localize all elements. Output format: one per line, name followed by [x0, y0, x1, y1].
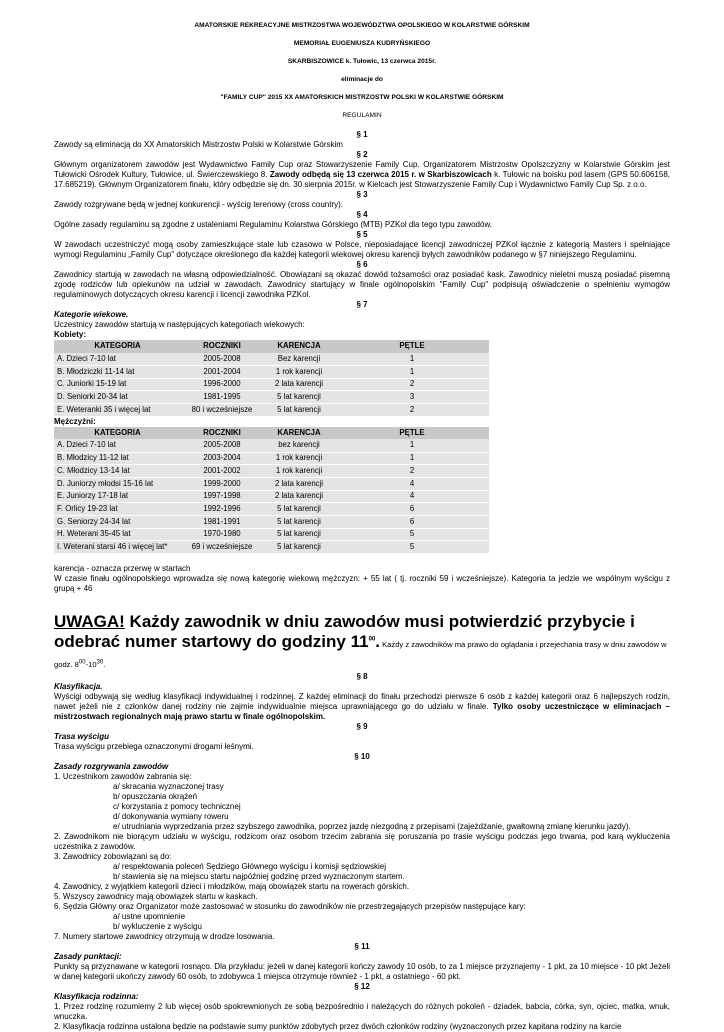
table-cell: 1 rok karencji	[263, 465, 335, 478]
women-table-row	[54, 403, 489, 416]
table-cell: 1	[335, 365, 489, 378]
column-header: ROCZNIKI	[181, 427, 263, 440]
table-cell: D. Juniorzy młodsi 15-16 lat	[54, 477, 181, 490]
men-label: Mężczyźni:	[54, 416, 96, 426]
column-header: KATEGORIA	[54, 340, 181, 353]
table-cell: A. Dzieci 7-10 lat	[54, 439, 181, 452]
table-cell: 1 rok karencji	[263, 452, 335, 465]
table-cell: 5	[335, 528, 489, 541]
women-table-row	[54, 391, 489, 404]
section-10-label: § 10	[354, 752, 370, 761]
table-cell: 5 lat karencji	[263, 503, 335, 516]
section-3-text: Zawody rozgrywane będą w jednej konkurencji - wyścig terenowy (cross country).	[54, 200, 344, 209]
rule-5: 5. Wszyscy zawodnicy mają obowiązek startu w kaskach.	[54, 892, 258, 901]
table-cell: C. Juniorki 15-19 lat	[54, 378, 181, 391]
table-cell: 5	[335, 541, 489, 554]
section-10-heading: Zasady rozgrywania zawodów	[54, 762, 169, 771]
table-cell: 1	[335, 353, 489, 366]
section-6-text: Zawodnicy startują w zawodach na własną odpowiedzialność. Obowiązani są okazać dowód tożsamości oraz posiadać kask. Zawodnicy nieletni muszą posiadać pisemną zgodę rodziców lub opiekunów na udział w zawodach. Zawodnicy startujący w finale ogólnopolskim "Family Cup" podpisują oświadczenie o spełnieniu wymogów regulaminowych dotyczących okresu karencji i licencji zawodnika PZKol.	[54, 270, 670, 299]
rule-1-item: a/ skracania wyznaczonej trasy	[113, 782, 224, 791]
table-cell: G. Seniorzy 24-34 lat	[54, 515, 181, 528]
rule-1-item: c/ korzystania z pomocy technicznej	[113, 802, 241, 811]
table-cell: 1981-1995	[181, 391, 263, 404]
table-cell: 69 i wcześniejsze	[181, 541, 263, 554]
table-cell: 5 lat karencji	[263, 515, 335, 528]
rule-3-item: b/ stawienia się na miejscu startu najpóźniej godzinę przed wyznaczonym startem.	[113, 872, 405, 881]
section-3-label: § 3	[356, 190, 368, 199]
table-cell: 5 lat karencji	[263, 541, 335, 554]
rule-2: 2. Zawodnikom nie biorącym udziału w wyścigu, rodzicom oraz osobom trzecim zabrania się poruszania po trasie wyścigu podczas jego trwania, pod karą wykluczenia uczestnika z zawodów.	[54, 832, 670, 851]
rule-6: 6. Sędzia Główny oraz Organizator może zastosować w stosunku do zawodników nie przestrzegających przepisów następujące kary:	[54, 902, 526, 911]
table-cell: 1992-1996	[181, 503, 263, 516]
table-cell: 4	[335, 490, 489, 503]
table-cell: I. Weterani starsi 46 i więcej lat*	[54, 541, 181, 554]
section-5-text: W zawodach uczestniczyć mogą osoby zamieszkujące stale lub czasowo w Polsce, nieposiadające licencji zawodniczej PZKol łącznie z kategorią Masters i spełniające wymogi Regulaminu „Family Cup" dotyczące określonego dla każdej kategorii wiekowej okresu karencji byłych zawodników podanego w §7 niniejszego Regulaminu.	[54, 240, 670, 259]
section-5-label: § 5	[356, 230, 368, 239]
men-table-row	[54, 515, 489, 528]
rule-1-item: e/ utrudniania wyprzedzania przez szybszego zawodnika, poprzez jazdę niezgodną z przepisami (zajeżdżanie, gwałtowną zmianę kierunku jazdy).	[113, 822, 631, 831]
table-cell: C. Młodzicy 13-14 lat	[54, 465, 181, 478]
section-8-label: § 8	[356, 672, 368, 681]
table-cell: A. Dzieci 7-10 lat	[54, 353, 181, 366]
table-cell: 2	[335, 403, 489, 416]
section-1-label: § 1	[356, 130, 368, 139]
family-rule-1: 1. Przez rodzinę rozumiemy 2 lub więcej osób spokrewnionych ze sobą bezpośrednio i należących do różnych pokoleń - dziadek, babcia, córka, syn, ojciec, matka, wnuk, wnuczka.	[54, 1002, 670, 1021]
men-categories-table	[54, 427, 489, 554]
section-7-heading: Kategorie wiekowe.	[54, 310, 129, 319]
table-cell: 2003-2004	[181, 452, 263, 465]
table-cell: 2005-2008	[181, 439, 263, 452]
table-cell: 1970-1980	[181, 528, 263, 541]
table-cell: 1	[335, 439, 489, 452]
rule-1-item: b/ opuszczania okrążeń	[113, 792, 198, 801]
section-2-label: § 2	[356, 150, 368, 159]
title-memorial: MEMORIAŁ EUGENIUSZA KUDRYŃSKIEGO	[293, 40, 431, 47]
section-4-text: Ogólne zasady regulaminu są zgodne z ustaleniami Regulaminu Kolarstwa Górskiego (MTB) PZKol dla tego typu zawodów.	[54, 220, 492, 229]
section-12-heading: Klasyfikacja rodzinna:	[54, 992, 139, 1001]
table-cell: D. Seniorki 20-34 lat	[54, 391, 181, 404]
section-7-note-karencja: karencja - oznacza przerwę w startach	[54, 564, 191, 573]
section-9-label: § 9	[356, 722, 368, 731]
table-cell: 5 lat karencji	[263, 528, 335, 541]
women-label: Kobiety:	[54, 330, 86, 339]
table-cell: 1	[335, 452, 489, 465]
table-cell: 2001-2004	[181, 365, 263, 378]
table-cell: bez karencji	[263, 439, 335, 452]
column-header: PĘTLE	[335, 340, 489, 353]
title-family-cup: "FAMILY CUP" 2015 XX AMATORSKICH MISTRZOSTW POLSKI W KOLARSTWIE GÓRSKIM	[220, 94, 504, 101]
table-cell: 1 rok karencji	[263, 365, 335, 378]
section-9-heading: Trasa wyścigu	[54, 732, 109, 741]
section-6-label: § 6	[356, 260, 368, 269]
title-place-date: SKARBISZOWICE k. Tułowic, 13 czerwca 2015r.	[287, 58, 437, 65]
rule-7: 7. Numery startowe zawodnicy otrzymują w drodze losowania.	[54, 932, 275, 941]
section-12-label: § 12	[354, 982, 370, 991]
table-cell: 5 lat karencji	[263, 391, 335, 404]
table-cell: E. Juniorzy 17-18 lat	[54, 490, 181, 503]
section-1-text: Zawody są eliminacją do XX Amatorskich Mistrzostw Polski w Kolarstwie Górskim	[54, 140, 343, 149]
section-8-heading: Klasyfikacja.	[54, 682, 103, 691]
table-cell: H. Weterani 35-45 lat	[54, 528, 181, 541]
table-cell: 6	[335, 503, 489, 516]
table-cell: F. Orlicy 19-23 lat	[54, 503, 181, 516]
rule-1: 1. Uczestnikom zawodów zabrania się:	[54, 772, 192, 781]
section-2-date: Zawody odbędą się 13 czerwca 2015 r. w Skarbiszowicach	[269, 170, 492, 179]
rule-1-item: d/ dokonywania wymiany roweru	[113, 812, 229, 821]
section-9-text: Trasa wyścigu przebiega oznaczonymi drogami leśnymi.	[54, 742, 254, 751]
section-8-text: Wyścigi odbywają się według klasyfikacji indywidualnej i rodzinnej. Z każdej eliminacji do finału przechodzi pierwsze 6 osób z każdej kategorii oraz 6 najlepszych rodzin, nawet jeżeli nie z członków danej rodziny nie zajmie indywidualnie miejsca uprawniającego go do udziału w finale. Tylko osoby uczestniczące w eliminacjach – mistrzostwach regionalnych mają prawo startu w finale ogólnopolskim.	[54, 692, 670, 721]
rule-6-item: a/ ustne upomnienie	[113, 912, 186, 921]
rule-4: 4. Zawodnicy, z wyjątkiem kategorii dzieci i młodzików, mają obowiązek startu na rowerach górskich.	[54, 882, 410, 891]
men-table-row	[54, 465, 489, 478]
table-cell: B. Młodziczki 11-14 lat	[54, 365, 181, 378]
table-cell: 1999-2000	[181, 477, 263, 490]
rule-3-item: a/ respektowania poleceń Sędziego Głównego wyścigu i komisji sędziowskiej	[113, 862, 387, 871]
uwaga-track-note: Każdy z zawodników ma prawo do oglądania i przejechania trasy w dniu zawodów w godz. $8^{00}-10^{30}$.	[54, 640, 667, 669]
section-11-text: Punkty są przyznawane w kategorii rosnąco. Dla przykładu: jeżeli w danej kategorii kończy zawody 10 osób, to za 1 miejsce przyznajemy - 1 pkt, za 10 miejsce - 10 pkt Jeżeli w danej kategorii ukończy zawody 60 osób, to zdobywca 1 miejsca otrzymuje również - 1 pkt, a ostatniego - 60 pkt.	[54, 962, 670, 981]
column-header: PĘTLE	[335, 427, 489, 440]
section-11-label: § 11	[354, 942, 370, 951]
column-header: KARENCJA	[263, 340, 335, 353]
table-cell: 2001-2002	[181, 465, 263, 478]
table-cell: 2	[335, 378, 489, 391]
men-table-row	[54, 503, 489, 516]
women-table-row	[54, 365, 489, 378]
section-4-label: § 4	[356, 210, 368, 219]
table-cell: 3	[335, 391, 489, 404]
men-table-header	[54, 427, 489, 440]
table-cell: 1981-1991	[181, 515, 263, 528]
women-table-row	[54, 378, 489, 391]
column-header: KARENCJA	[263, 427, 335, 440]
table-cell: 80 i wcześniejsze	[181, 403, 263, 416]
section-11-heading: Zasady punktacji:	[54, 952, 122, 961]
table-cell: 2 lata karencji	[263, 477, 335, 490]
table-cell: 4	[335, 477, 489, 490]
column-header: KATEGORIA	[54, 427, 181, 440]
men-table-row	[54, 477, 489, 490]
section-7-intro: Uczestnicy zawodów startują w następujących kategoriach wiekowych:	[54, 320, 305, 329]
rule-3: 3. Zawodnicy zobowiązani są do:	[54, 852, 172, 861]
family-rule-2: 2. Klasyfikacja rodzinna ustalona będzie na podstawie sumy punktów zdobytych przez dwóch członków rodziny (wyznaczonych przez kapitana rodziny na karcie	[54, 1022, 622, 1031]
table-cell: 6	[335, 515, 489, 528]
women-table-row	[54, 353, 489, 366]
women-categories-table	[54, 340, 489, 417]
uwaga-word: UWAGA!	[54, 612, 125, 631]
table-cell: Bez karencji	[263, 353, 335, 366]
title-eliminations: eliminacje do	[341, 76, 383, 83]
section-7-note-final: W czasie finału ogólnopolskiego wprowadza się nową kategorię wiekową mężczyzn: + 55 lat ( tj. roczniki 59 i wcześniejsze). Kategoria ta jedzie we wspólnym wyścigu z grupą + 46	[54, 574, 670, 593]
men-table-row	[54, 439, 489, 452]
table-cell: 2 lata karencji	[263, 490, 335, 503]
table-cell: E. Weteranki 35 i więcej lat	[54, 403, 181, 416]
title-championship: AMATORSKIE REKREACYJNE MISTRZOSTWA WOJEWÓDZTWA OPOLSKIEGO W KOLARSTWIE GÓRSKIM	[194, 22, 530, 29]
men-table-row	[54, 490, 489, 503]
section-7-label: § 7	[356, 300, 368, 309]
men-table-row	[54, 528, 489, 541]
column-header: ROCZNIKI	[181, 340, 263, 353]
table-cell: 2	[335, 465, 489, 478]
rule-6-item: b/ wykluczenie z wyścigu	[113, 922, 202, 931]
women-table-header	[54, 340, 489, 353]
table-cell: 2 lata karencji	[263, 378, 335, 391]
men-table-row	[54, 541, 489, 554]
table-cell: 1996-2000	[181, 378, 263, 391]
table-cell: 1997-1998	[181, 490, 263, 503]
section-2-text: Głównym organizatorem zawodów jest Wydawnictwo Family Cup oraz Stowarzyszenie Family Cup. Organizatorem Mistrzostw Opolszczyzny w Kolarstwie Górskim jest Tułowicki Ośrodek Kultury, Tułowice, ul. Świerczewskiego 8. Zawody odbędą się 13 czerwca 2015 r. w Skarbiszowicach k. Tułowic na boisku pod lasem (GPS 50.606158, 17.685219). Głównym Organizatorem finału, który odbędzie się dn. 30 sierpnia 2015r. w Kielcach jest Stowarzyszenie Family Cup i Wydawnictwo Family Cup Sp. z o.o.	[54, 160, 670, 189]
uwaga-notice: UWAGA! Każdy zawodnik w dniu zawodów musi potwierdzić przybycie i odebrać numer startowy do godziny $11^{00}$. Każdy z zawodników ma prawo do oglądania i przejechania trasy w dniu zawodów w godz. $8^{00}-10^{30}$.	[54, 612, 667, 669]
table-cell: B. Młodzicy 11-12 lat	[54, 452, 181, 465]
table-cell: 5 lat karencji	[263, 403, 335, 416]
men-table-row	[54, 452, 489, 465]
title-regulations: REGULAMIN	[342, 112, 382, 119]
table-cell: 2005-2008	[181, 353, 263, 366]
